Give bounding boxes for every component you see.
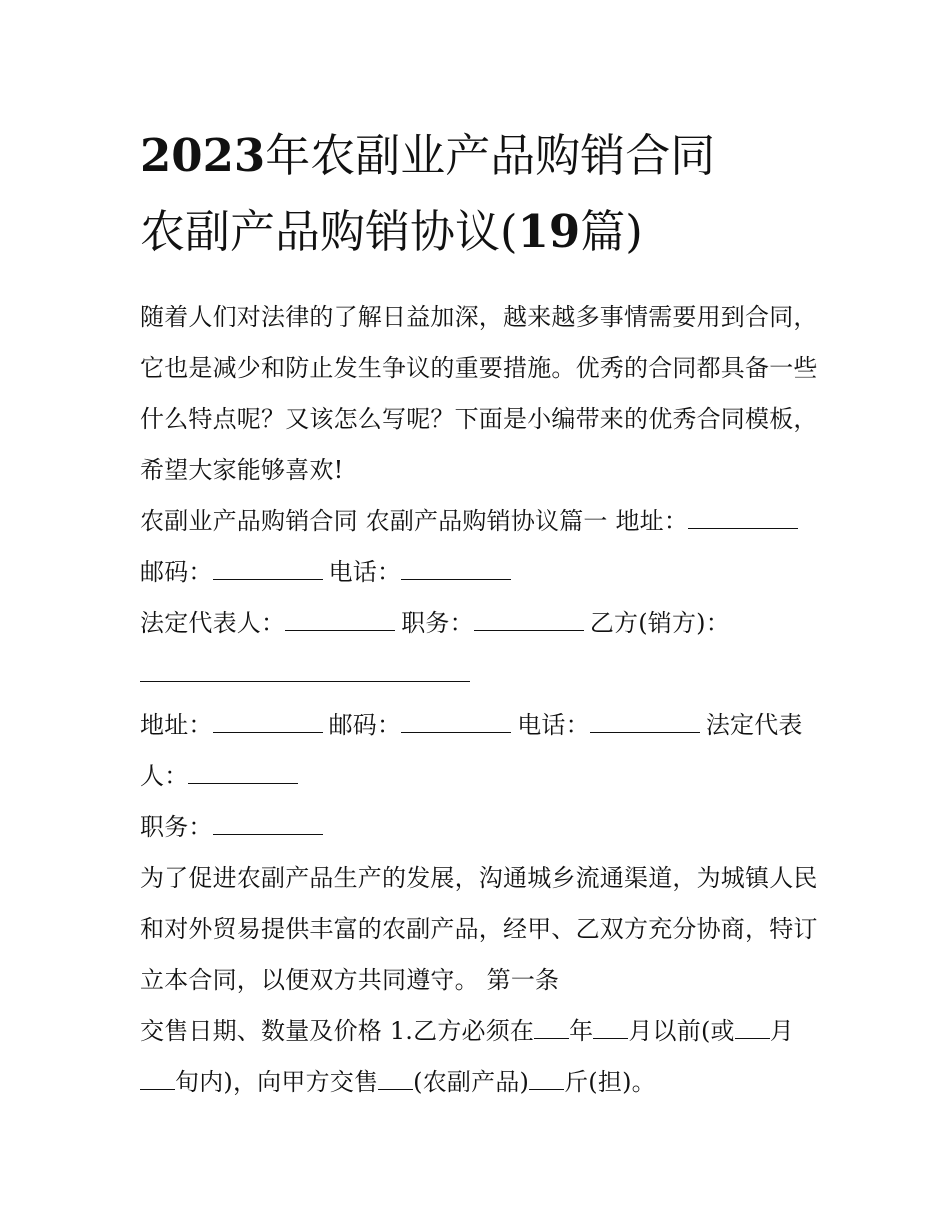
party-b-postcode-label: 邮码： xyxy=(328,711,402,739)
clause-1-text-c: 月以前(或 xyxy=(628,1017,735,1045)
clause-1-text-e: 旬内)，向甲方交售 xyxy=(175,1068,379,1096)
party-b-position-blank xyxy=(213,814,323,835)
party-a-phone-label: 电话： xyxy=(328,558,402,586)
clause-1-text-f: (农副产品) xyxy=(413,1068,530,1096)
clause-1-text-a: 交售日期、数量及价格 1.乙方必须在 xyxy=(140,1017,535,1045)
party-a-legal-rep-blank xyxy=(285,610,395,631)
party-a-heading: 农副业产品购销合同 农副产品购销协议篇一 地址： xyxy=(140,507,689,535)
party-b-position-line xyxy=(140,802,820,853)
clause-1-paragraph xyxy=(140,1006,820,1108)
party-b-phone-blank xyxy=(590,712,700,733)
party-a-position-label: 职务： xyxy=(401,609,474,637)
clause-1-quantity-blank xyxy=(529,1069,564,1090)
party-b-name-blank xyxy=(140,661,470,682)
party-a-postcode-label: 邮码： xyxy=(140,558,213,586)
title-line2-text-b: 篇) xyxy=(580,205,643,258)
party-b-label: 乙方(销方)： xyxy=(589,609,730,637)
party-a-address-blank xyxy=(688,508,798,529)
clause-1-month-blank xyxy=(593,1018,628,1039)
party-a-position-blank xyxy=(474,610,584,631)
party-b-postcode-blank xyxy=(401,712,511,733)
party-b-position-label: 职务： xyxy=(140,813,213,841)
document-page xyxy=(140,118,820,1108)
party-a-legal-rep-label: 法定代表人： xyxy=(140,609,286,637)
title-line2-text-a: 农副产品购销协议( xyxy=(140,205,518,258)
party-b-phone-label: 电话： xyxy=(517,711,590,739)
title-year: 2023 xyxy=(140,129,266,182)
party-a-address-line xyxy=(140,496,820,598)
clause-1-year-blank xyxy=(534,1018,569,1039)
clause-1-text-g: 斤(担)。 xyxy=(564,1068,656,1096)
document-title-line-2 xyxy=(140,194,820,270)
purpose-paragraph: 为了促进农副产品生产的发展，沟通城乡流通渠道，为城镇人民和对外贸易提供丰富的农副产品，经甲、乙双方充分协商，特订立本合同，以便双方共同遵守。 第一条 xyxy=(140,864,818,994)
intro-paragraph: 随着人们对法律的了解日益加深，越来越多事情需要用到合同，它也是减少和防止发生争议的重要措施。优秀的合同都具备一些什么特点呢？又该怎么写呢？下面是小编带来的优秀合同模板，希望大家能够喜欢! xyxy=(140,303,818,484)
party-b-address-line xyxy=(140,700,820,802)
clause-1-period-blank xyxy=(140,1069,175,1090)
party-b-legal-rep-blank xyxy=(188,763,298,784)
party-b-address-blank xyxy=(213,712,323,733)
clause-1-alt-month-blank xyxy=(735,1018,770,1039)
clause-1-text-b: 年 xyxy=(569,1017,594,1045)
party-a-postcode-blank xyxy=(213,559,323,580)
party-b-legal-rep-label: 法定代表人： xyxy=(140,711,803,790)
title-line1-text: 年农副业产品购销合同 xyxy=(265,129,716,182)
party-a-phone-blank xyxy=(401,559,511,580)
document-title-line-1 xyxy=(140,118,820,194)
title-count: 19 xyxy=(517,205,581,258)
clause-1-product-blank xyxy=(378,1069,413,1090)
clause-1-text-d: 月 xyxy=(769,1017,794,1045)
party-a-rep-line xyxy=(140,598,820,700)
party-b-address-label: 地址： xyxy=(140,711,213,739)
